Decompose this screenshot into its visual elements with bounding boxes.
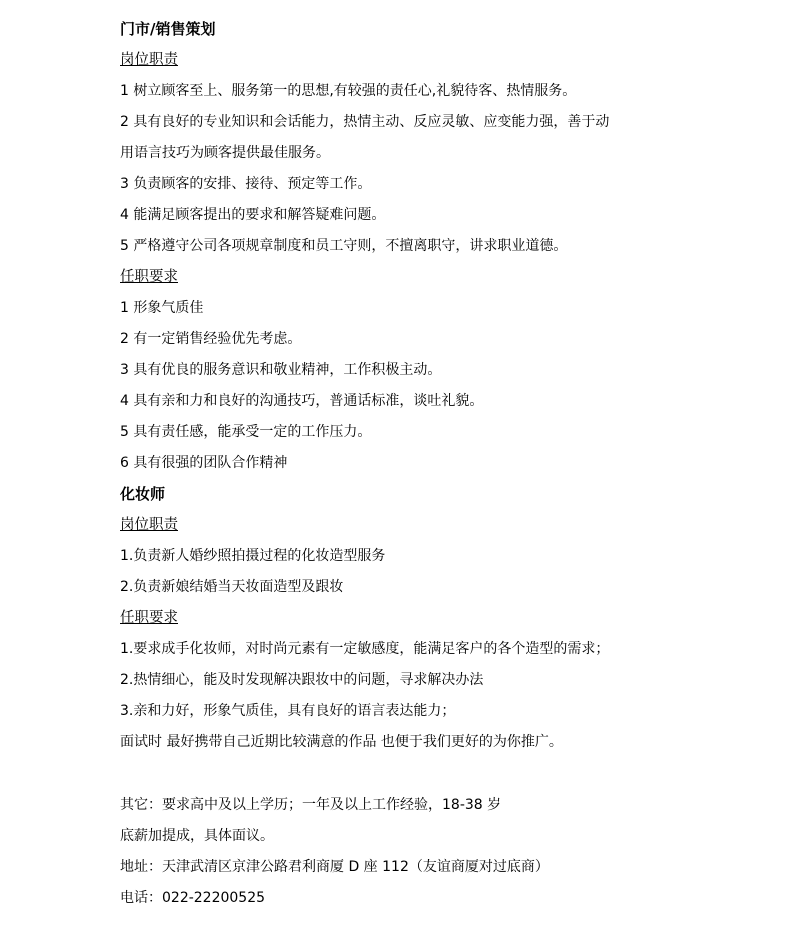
duty-item: 4 能满足顾客提出的要求和解答疑难问题。 <box>120 207 386 223</box>
requirement-item: 2.热情细心，能及时发现解决跟妆中的问题，寻求解决办法 <box>120 672 484 688</box>
requirement-item: 1.要求成手化妆师，对时尚元素有一定敏感度，能满足客户的各个造型的需求； <box>120 641 610 657</box>
duty-item: 用语言技巧为顾客提供最佳服务。 <box>120 145 330 161</box>
section-title-makeup: 化妆师 <box>120 485 166 503</box>
duty-item: 5 严格遵守公司各项规章制度和员工守则，不擅离职守，讲求职业道德。 <box>120 238 568 254</box>
duties-heading-makeup: 岗位职责 <box>120 517 178 533</box>
duty-item: 1.负责新人婚纱照拍摄过程的化妆造型服务 <box>120 548 386 564</box>
requirements-heading-sales: 任职要求 <box>120 269 178 285</box>
requirement-item: 3 具有优良的服务意识和敬业精神，工作积极主动。 <box>120 362 442 378</box>
duty-item: 2 具有良好的专业知识和会话能力，热情主动、反应灵敏、应变能力强，善于动 <box>120 114 610 130</box>
requirement-item: 4 具有亲和力和良好的沟通技巧，普通话标准，谈吐礼貌。 <box>120 393 484 409</box>
requirement-item: 面试时 最好携带自己近期比较满意的作品 也便于我们更好的为你推广。 <box>120 734 563 750</box>
requirements-heading-makeup: 任职要求 <box>120 610 178 626</box>
duty-item: 3 负责顾客的安排、接待、预定等工作。 <box>120 176 372 192</box>
requirement-item: 5 具有责任感，能承受一定的工作压力。 <box>120 424 372 440</box>
salary-info: 底薪加提成，具体面议。 <box>120 828 274 844</box>
duty-item: 1 树立顾客至上、服务第一的思想,有较强的责任心,礼貌待客、热情服务。 <box>120 83 577 99</box>
spacer <box>120 758 770 790</box>
duties-heading-sales: 岗位职责 <box>120 52 178 68</box>
job-posting-document <box>120 14 770 914</box>
section-title-sales: 门市/销售策划 <box>120 20 216 38</box>
phone-info: 电话：022-22200525 <box>120 890 266 906</box>
requirement-item: 2 有一定销售经验优先考虑。 <box>120 331 302 347</box>
requirement-item: 1 形象气质佳 <box>120 300 204 316</box>
requirement-item: 6 具有很强的团队合作精神 <box>120 455 288 471</box>
duty-item: 2.负责新娘结婚当天妆面造型及跟妆 <box>120 579 344 595</box>
requirement-item: 3.亲和力好，形象气质佳，具有良好的语言表达能力； <box>120 703 456 719</box>
other-requirements: 其它：要求高中及以上学历；一年及以上工作经验，18-38 岁 <box>120 797 502 813</box>
address-info: 地址：天津武清区京津公路君利商厦 D 座 112（友谊商厦对过底商） <box>120 859 549 875</box>
